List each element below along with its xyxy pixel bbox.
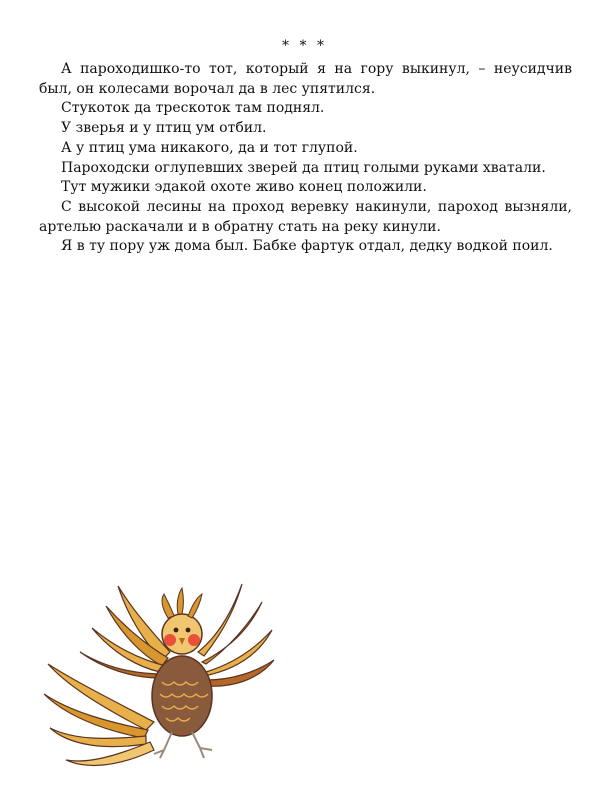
firebird-illustration-icon: [36, 572, 276, 772]
right-cheek: [188, 634, 200, 646]
paragraph: Стукоток да трескоток там поднял.: [61, 100, 325, 117]
tail-feathers: [44, 664, 154, 765]
paragraph: С высокой лесины на проход веревку накинули, пароход вызняли, артелью раскачали и в обратну стать на реку кинули.: [39, 198, 572, 235]
paragraph: Пароходски оглупевших зверей да птиц голыми руками хватали.: [61, 159, 546, 176]
paragraph: У зверья и у птиц ум отбил.: [61, 120, 267, 137]
paragraph: Я в ту пору уж дома был. Бабке фартук отдал, дедку водкой поил.: [61, 238, 553, 255]
right-eye: [186, 628, 191, 633]
paragraph: Тут мужики эдакой охоте живо конец положили.: [61, 179, 427, 196]
right-wing: [198, 584, 274, 686]
wing-feather: [198, 584, 242, 656]
left-eye: [174, 628, 179, 633]
bird-head: [162, 614, 202, 654]
paragraph: А пароходишко-то тот, который я на гору выкинул, – неусидчив был, он колесами ворочал да в лес упятился.: [39, 61, 572, 97]
crest: [162, 588, 202, 618]
left-cheek: [164, 634, 176, 646]
left-wing: [80, 586, 170, 678]
story-text: [39, 60, 572, 257]
section-separator: * * *: [282, 38, 327, 54]
paragraph: А у птиц ума никакого, да и тот глупой.: [61, 139, 358, 156]
